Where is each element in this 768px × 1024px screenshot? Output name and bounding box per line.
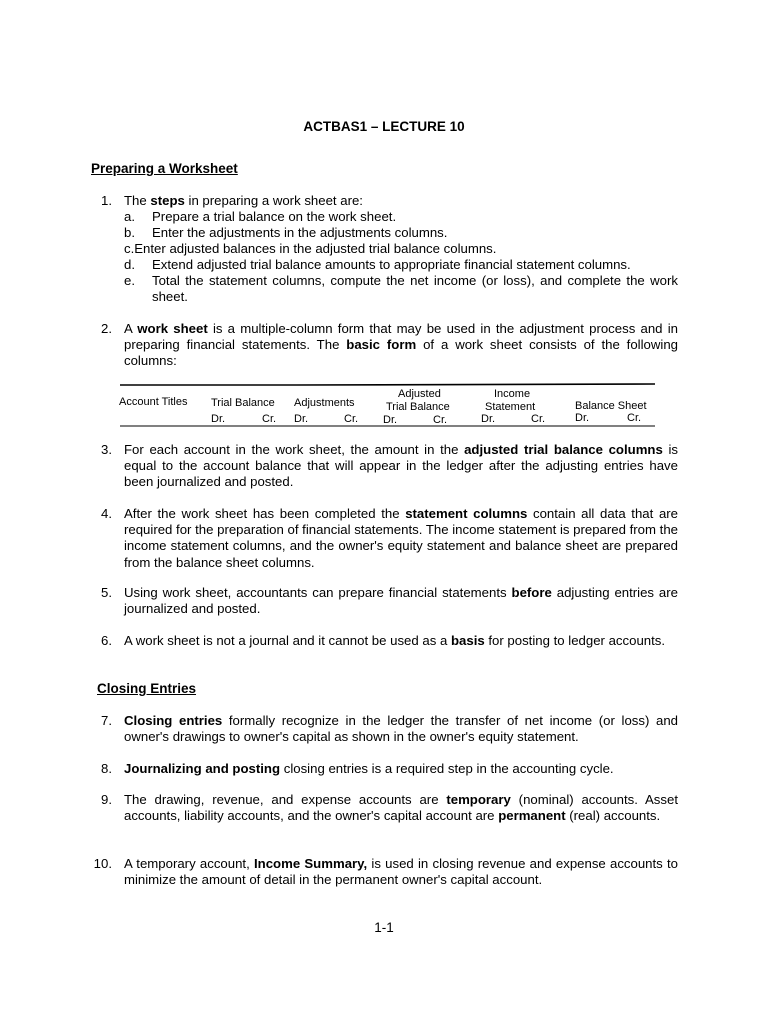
sub-item-text: Enter the adjustments in the adjustments columns. — [152, 225, 448, 240]
bold-term: work sheet — [137, 321, 208, 336]
list-item-7 — [88, 713, 680, 747]
bold-term: temporary — [446, 792, 511, 807]
text-run: contain all data that are required for the preparation of financial statements. The income statement is prepared from the income statement columns, and the owner's equity statement and balance sheet are prepared from the balance sheet columns. — [124, 506, 679, 570]
list-item-2 — [88, 321, 680, 371]
item-number: 6. — [101, 633, 112, 648]
bold-term: basic form — [346, 337, 417, 353]
sub-item-text: Prepare a trial balance on the work sheet. — [152, 209, 397, 224]
col-dr: Dr. — [294, 413, 309, 425]
text-run: is equal to the account balance that will appear in the ledger after the adjusting entries have been journalized and posted. — [124, 442, 679, 490]
text-run: formally recognize in the ledger the transfer of net income (or loss) and owner's drawings to owner's capital as shown in the owner's equity statement. — [124, 713, 679, 745]
item-text — [124, 761, 678, 777]
col-adjustments: Adjustments — [294, 397, 355, 409]
col-dr: Dr. — [575, 412, 590, 424]
sub-item-letter: e. — [124, 273, 135, 288]
col-cr: Cr. — [627, 412, 642, 424]
list-item-6 — [88, 633, 680, 667]
col-cr: Cr. — [531, 413, 546, 425]
section-heading-closing: Closing Entries — [97, 681, 197, 696]
sub-item-letter: d. — [124, 257, 135, 272]
item-number: 8. — [101, 761, 112, 776]
text-run: adjusting entries are journalized and posted. — [124, 585, 678, 617]
text-run: For each account in the work sheet, the amount in the — [124, 442, 465, 457]
text-run: is used in closing revenue and expense accounts to minimize the amount of detail in the permanent owner's capital account. — [124, 856, 679, 888]
sub-item-letter: a. — [124, 209, 135, 224]
sub-item-a — [124, 209, 680, 225]
text-run: (real) accounts. — [565, 808, 661, 824]
bold-term: basis — [450, 633, 485, 648]
sub-item-text: c.Enter adjusted balances in the adjusted trial balance columns. — [124, 241, 497, 256]
item-number: 2. — [101, 321, 112, 336]
sub-item-b — [124, 225, 680, 241]
col-adjusted-line1: Adjusted — [398, 388, 441, 400]
sub-item-letter: b. — [124, 225, 135, 240]
item-number: 7. — [101, 713, 112, 728]
col-account-titles: Account Titles — [119, 396, 188, 408]
text-run: A — [124, 321, 138, 336]
sub-item-c — [124, 241, 680, 257]
bold-term: Income Summary, — [253, 856, 368, 871]
section-heading-worksheet: Preparing a Worksheet — [91, 161, 238, 176]
list-item-10 — [88, 856, 680, 890]
text-run: A temporary account, — [124, 856, 254, 871]
text-run: closing entries is a required step in the accounting cycle. — [280, 761, 614, 776]
text-run: Using work sheet, accountants can prepare financial statements — [124, 585, 512, 600]
col-balance-sheet: Balance Sheet — [575, 400, 647, 412]
text-run: After the work sheet has been completed the — [124, 506, 406, 521]
text-run: in preparing a work sheet are: — [184, 193, 363, 208]
text-run: The — [124, 193, 151, 208]
item-number: 3. — [101, 442, 112, 457]
bold-term: adjusted trial balance columns — [464, 442, 663, 457]
item-text — [124, 633, 678, 649]
item-number: 5. — [101, 585, 112, 600]
sub-item-text: Extend adjusted trial balance amounts to appropriate financial statement columns. — [152, 257, 631, 272]
page-title: ACTBAS1 – LECTURE 10 — [303, 119, 465, 134]
text-run: for posting to ledger accounts. — [484, 633, 666, 648]
item-text — [124, 442, 678, 491]
item-text — [124, 585, 678, 617]
item-text — [124, 856, 678, 888]
col-dr: Dr. — [383, 414, 398, 426]
col-income-line1: Income — [494, 388, 531, 400]
item-text — [124, 321, 678, 370]
col-trial-balance: Trial Balance — [211, 397, 275, 409]
list-item-9 — [88, 792, 680, 842]
list-item-4 — [88, 506, 680, 572]
item-text — [124, 506, 678, 571]
bold-term: steps — [150, 193, 185, 208]
item-number: 10. — [93, 856, 112, 871]
bold-term: permanent — [498, 808, 566, 824]
col-dr: Dr. — [211, 413, 226, 425]
bold-term: before — [511, 585, 552, 600]
sub-item-d — [124, 257, 680, 273]
text-run: of a work sheet consists of the following columns: — [124, 337, 678, 369]
col-cr: Cr. — [433, 414, 448, 426]
bold-term: statement columns — [405, 506, 528, 521]
item-text — [124, 792, 678, 824]
item-number: 4. — [101, 506, 112, 521]
item-number: 9. — [101, 792, 112, 807]
item-number: 1. — [101, 193, 112, 208]
list-item-1 — [88, 193, 680, 209]
sub-item-e — [124, 273, 680, 307]
list-item-3 — [88, 442, 680, 492]
worksheet-columns-diagram — [115, 379, 660, 429]
bold-term: Journalizing and posting — [124, 761, 281, 776]
text-run: A work sheet is not a journal and it cannot be used as a — [124, 633, 451, 648]
page-number: 1-1 — [374, 920, 394, 935]
col-income-line2: Statement — [485, 401, 536, 413]
text-run: The drawing, revenue, and expense accounts are — [124, 792, 447, 807]
item-text — [124, 193, 678, 209]
col-cr: Cr. — [344, 413, 359, 425]
text-run: (nominal) accounts. Asset accounts, liability accounts, and the owner's capital account are — [124, 792, 678, 824]
list-item-8 — [88, 761, 680, 779]
sub-item-text: Total the statement columns, compute the net income (or loss), and complete the work sheet. — [152, 273, 678, 305]
item-text — [124, 713, 678, 745]
list-item-5 — [88, 585, 680, 619]
col-cr: Cr. — [262, 413, 277, 425]
bold-term: Closing entries — [124, 713, 223, 728]
text-run: is a multiple-column form that may be used in the adjustment process and in preparing financial statements. The — [124, 321, 678, 353]
col-adjusted-line2: Trial Balance — [386, 401, 450, 413]
col-dr: Dr. — [481, 413, 496, 425]
